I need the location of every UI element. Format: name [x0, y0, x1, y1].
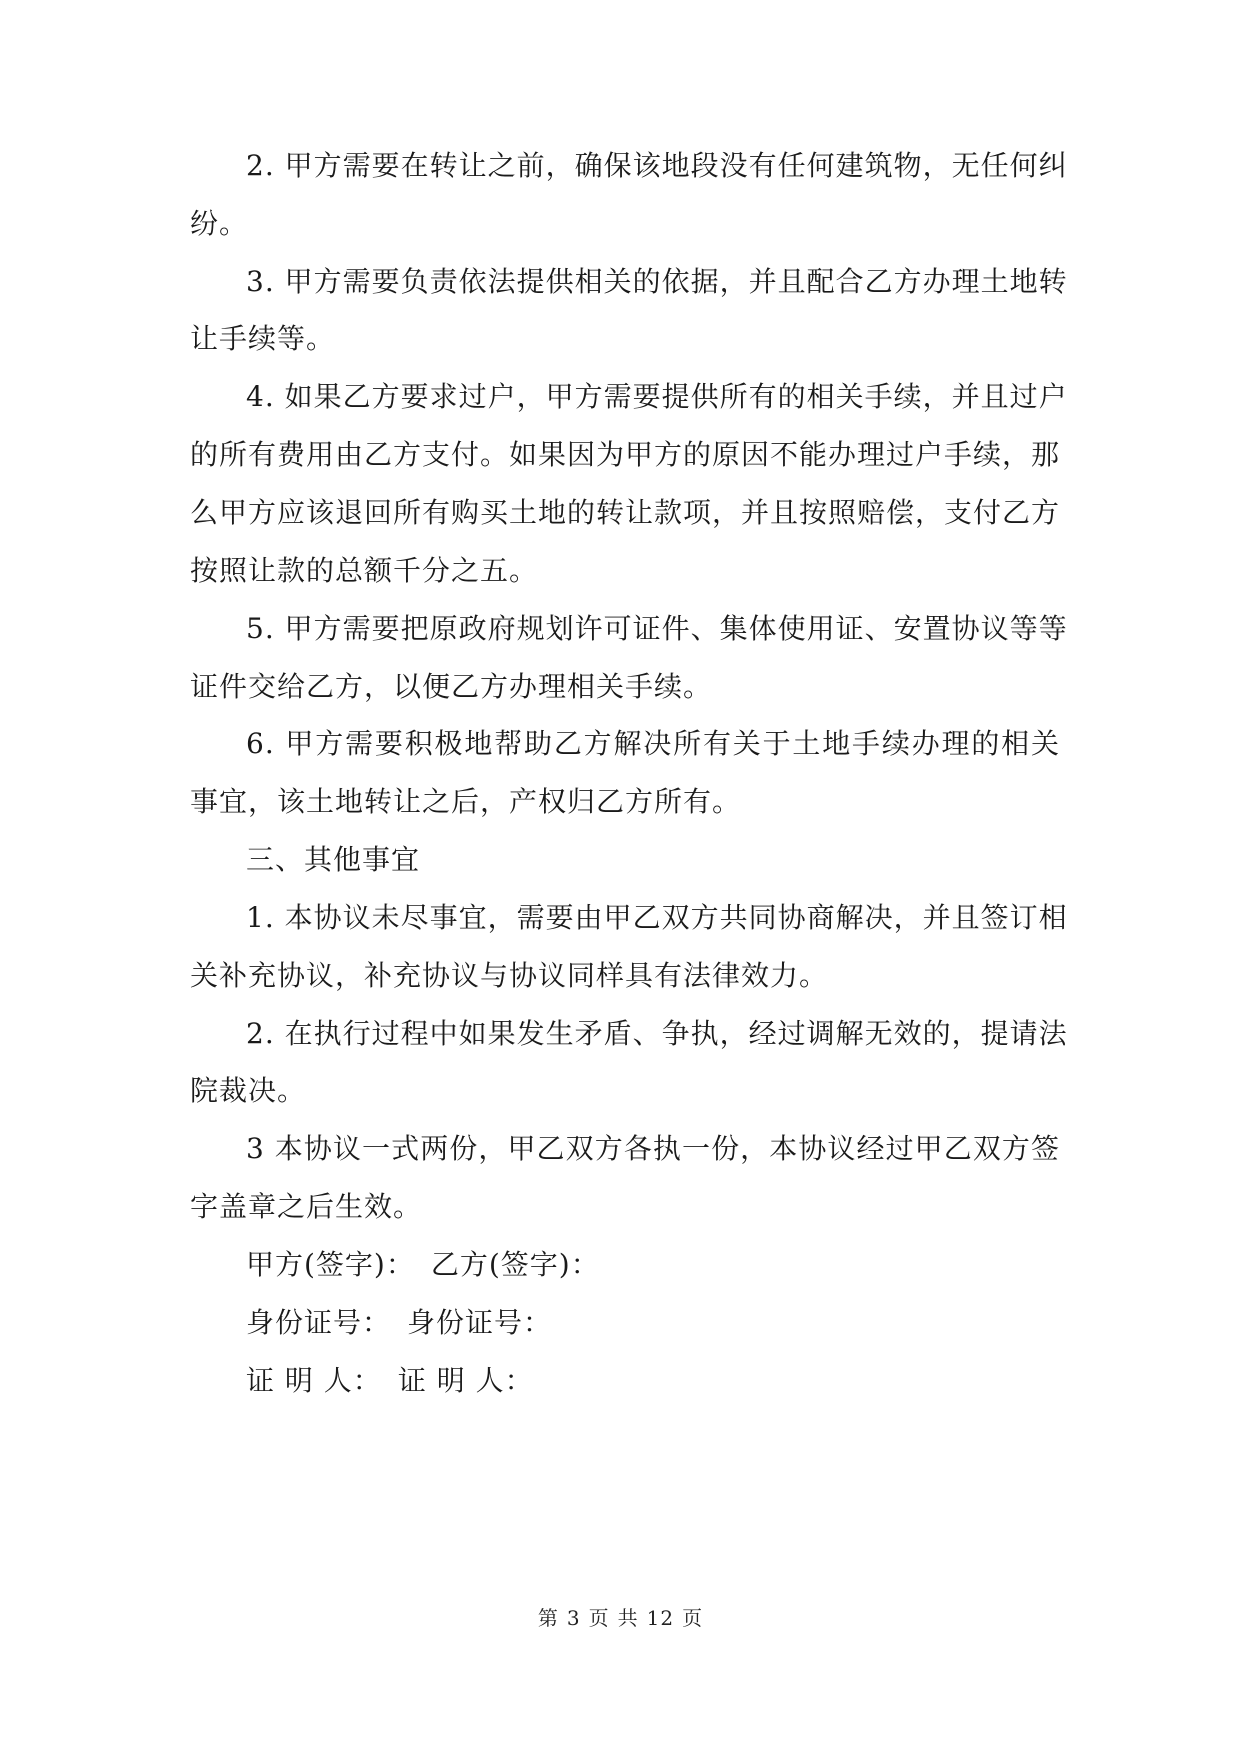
paragraph-line: 3 本协议一式两份，甲乙双方各执一份，本协议经过甲乙双方签	[246, 1132, 1060, 1165]
footer-page-word: 页	[588, 1606, 610, 1630]
paragraph-line: 按照让款的总额千分之五。	[190, 554, 539, 587]
section-heading: 三、其他事宜	[246, 843, 421, 876]
paragraph-line: 2. 甲方需要在转让之前，确保该地段没有任何建筑物，无任何纠	[246, 149, 1068, 182]
footer-total-pages: 12	[646, 1606, 675, 1630]
paragraph-line: 证件交给乙方，以便乙方办理相关手续。	[190, 670, 713, 703]
paragraph-line: 事宜，该土地转让之后，产权归乙方所有。	[190, 785, 742, 818]
party-a-signature-label: 甲方(签字)：	[246, 1248, 415, 1281]
paragraph-line: 关补充协议，补充协议与协议同样具有法律效力。	[190, 959, 829, 992]
paragraph-line: 么甲方应该退回所有购买土地的转让款项，并且按照赔偿，支付乙方	[190, 496, 1061, 529]
party-b-id-label: 身份证号：	[407, 1306, 553, 1339]
paragraph-line: 2. 在执行过程中如果发生矛盾、争执，经过调解无效的，提请法	[246, 1017, 1068, 1050]
paragraph-line: 6. 甲方需要积极地帮助乙方解决所有关于土地手续办理的相关	[246, 727, 1060, 760]
paragraph-line: 字盖章之后生效。	[190, 1190, 423, 1223]
paragraph-line: 3. 甲方需要负责依法提供相关的依据，并且配合乙方办理土地转	[246, 265, 1068, 298]
party-b-witness-label: 证 明 人：	[397, 1364, 534, 1397]
party-a-id-label: 身份证号：	[246, 1306, 392, 1339]
party-b-signature-label: 乙方(签字)：	[430, 1248, 600, 1281]
paragraph-line: 纷。	[190, 207, 249, 240]
party-a-witness-label: 证 明 人：	[246, 1364, 382, 1397]
paragraph-line: 5. 甲方需要把原政府规划许可证件、集体使用证、安置协议等等	[246, 612, 1068, 645]
paragraph-line: 的所有费用由乙方支付。如果因为甲方的原因不能办理过户手续，那	[190, 438, 1061, 471]
footer-prefix: 第	[537, 1606, 559, 1630]
footer-suffix: 页	[682, 1606, 704, 1630]
page-footer	[0, 1605, 1241, 1631]
paragraph-line: 让手续等。	[190, 322, 336, 355]
paragraph-line: 4. 如果乙方要求过户，甲方需要提供所有的相关手续，并且过户	[246, 380, 1068, 413]
witness-row	[246, 1361, 534, 1401]
signature-row	[246, 1245, 600, 1285]
paragraph-line: 院裁决。	[190, 1074, 307, 1107]
footer-page-number: 3	[566, 1606, 581, 1630]
footer-total-word: 共	[617, 1606, 639, 1630]
id-number-row	[246, 1303, 552, 1343]
paragraph-line: 1. 本协议未尽事宜，需要由甲乙双方共同协商解决，并且签订相	[246, 901, 1068, 934]
